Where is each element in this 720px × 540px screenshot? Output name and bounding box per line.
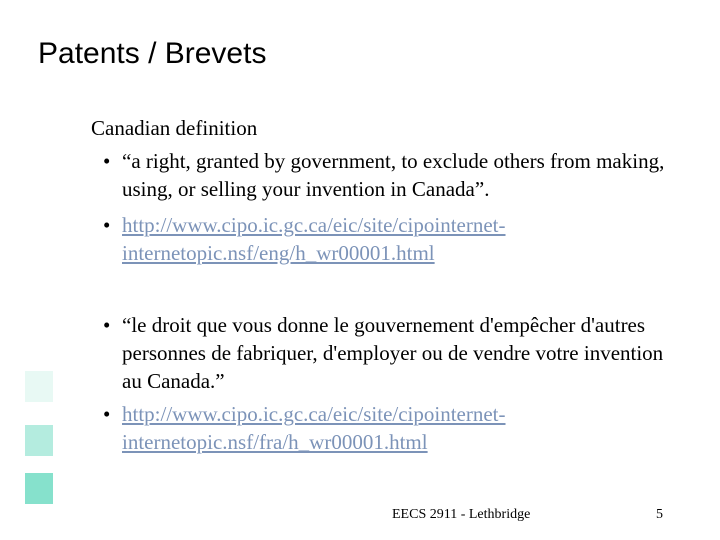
- bullet-marker: •: [103, 402, 111, 426]
- bullet-marker: •: [103, 213, 111, 237]
- bullet-link-fr: [103, 400, 683, 456]
- footer-text: EECS 2911 - Lethbridge: [392, 507, 531, 522]
- bullet-marker: •: [103, 149, 111, 173]
- definition-en-text: “a right, granted by government, to exclude others from making, using, or selling your invention in Canada”.: [122, 149, 665, 201]
- bullet-definition-en: [103, 147, 683, 203]
- bullet-link-en: [103, 211, 683, 267]
- decorative-square-mid: [25, 425, 53, 456]
- page-number: 5: [656, 507, 663, 522]
- section-heading: Canadian definition: [91, 116, 258, 140]
- bullet-definition-fr: [103, 311, 683, 395]
- link-en[interactable]: http://www.cipo.ic.gc.ca/eic/site/cipointernet-internetopic.nsf/eng/h_wr00001.html: [122, 213, 506, 265]
- decorative-square-light: [25, 371, 53, 402]
- decorative-square-dark: [25, 473, 53, 504]
- bullet-marker: •: [103, 313, 111, 337]
- definition-fr-text: “le droit que vous donne le gouvernement d'empêcher d'autres personnes de fabriquer, d'employer ou de vendre votre invention au Canada.”: [122, 313, 664, 393]
- slide-title: Patents / Brevets: [38, 37, 267, 70]
- link-fr[interactable]: http://www.cipo.ic.gc.ca/eic/site/cipointernet-internetopic.nsf/fra/h_wr00001.html: [122, 402, 506, 454]
